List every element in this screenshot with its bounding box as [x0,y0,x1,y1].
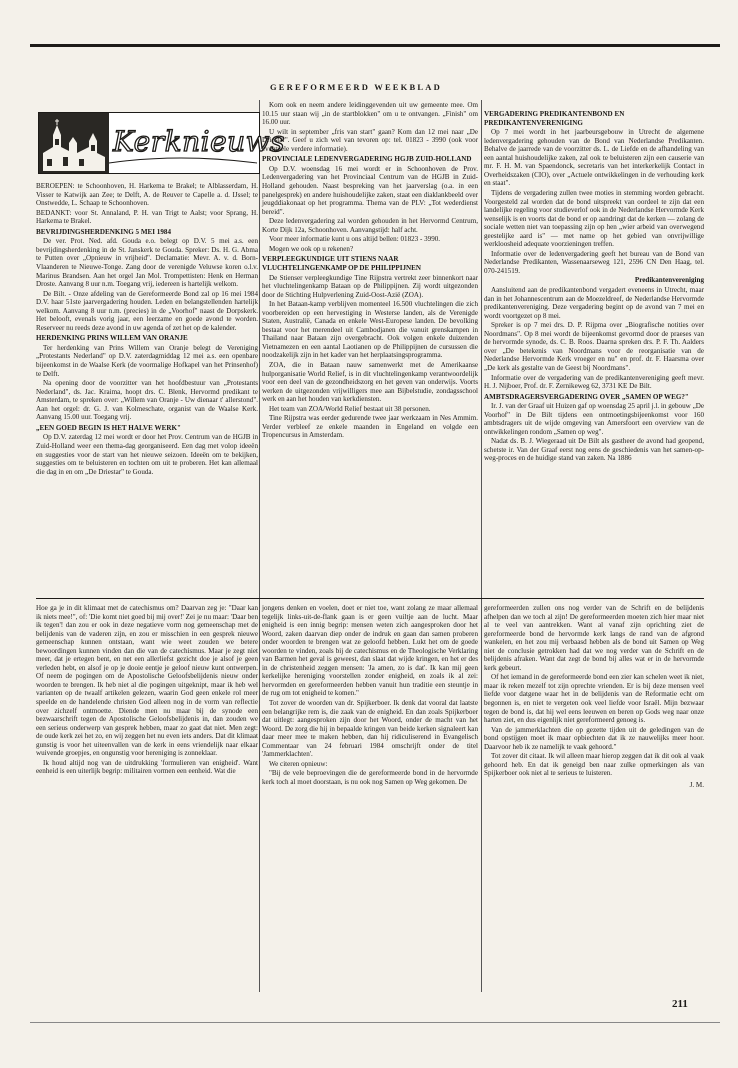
paragraph: Tine Rijpstra was eerder gedurende twee jaar werkzaam in Nes Ammim. Verder verbleef ze enkele maanden in Engeland en volgde een Tropencursus in Amsterdam. [262,414,478,440]
paragraph: Aansluitend aan de predikantenbond vergadert eveneens in Utrecht, maar dan in het Johannescentrum aan de Moezeldreef, de Nederlandse Hervormde predikantenvereniging. Deze vergadering begint op de avond van 7 mei en wordt voortgezet op 8 mei. [484,286,704,320]
bottom-column-1 [36,604,258,777]
paragraph: Kom ook en neem andere leidinggevenden uit uw gemeente mee. Om 10.15 uur staan wij „in de startblokken" om u te ontvangen. „Finish" om 16.00 uur. [262,101,478,127]
paragraph: De Stienser verpleegkundige Tine Rijpstra vertrekt zeer binnenkort naar het vluchtelingenkamp Bataan op de Philippijnen. Zij wordt uitgezonden door de Stichting Hulpverlening Zuid-Oost-Azië (ZOA). [262,273,478,299]
column-1 [36,182,258,477]
article-heading: PROVINCIALE LEDENVERGADERING HGJB ZUID-HOLLAND [262,155,472,164]
paragraph: Van de jammerklachten die op gezette tijden uit de geledingen van de bond opstijgen moet ik maar opbiechten dat ik ze nauwelijks meer hoor. Daarvoor heb ik ze namelijk te vaak gehoord." [484,725,704,751]
paragraph: Het team van ZOA/World Relief bestaat uit 38 personen. [269,404,431,413]
paragraph: jongens denken en voelen, doet er niet toe, want zolang ze maar allemaal tegelijk links-uit-de-flank gaan is er geen vuiltje aan de lucht. Maar enigheid is een innig begrip: mensen weten zich aangesproken door het Woord, zaken daarvan diep onder de indruk en gaan dan samen proberen onder woorden te brengen wat ze geloofd hebben. Lukt het om de goede woorden te vinden, zoals bij de catechismus en de Theologische Verklaring van Barmen het geval is geweest, dan slaat dat wijde kringen, en het er des in de christenheid zeggen mensen: 'Ja amen, zo is dat'. Ik kan mij geen kerkelijke hereniging voorstellen zonder enigheid, en zoals ik al zei: hervormden en gereformeerden hebben vanuit hun traditie een steuntje in de rug om tot enigheid te komen." [262,604,478,698]
paragraph: gereformeerden zullen ons nog verder van de Schrift en de belijdenis afhelpen dan we toch al zijn! De gereformeerden moeten zich hier maar niet al te veel van aantrekken. Want al vanaf zijn oprichting ziet de gereformeerde bond de hervormde kerk langs de rand van de afgrond wankelen, en het zou mij verbaasd hebben als de bond uit Samen op Weg niet de conclusie getrokken had dat we nog verder van de Schrift en de belijdenis afraken. Want dat zegt de bond bij alles wat er in de hervormde kerk gebeurt. [484,604,704,672]
paragraph: Deze ledenvergadering zal worden gehouden in het Hervormd Centrum, Korte Dijk 12a, Schoonhoven. Aanvangstijd: half acht. [262,217,478,234]
paragraph: Hoe ga je in dit klimaat met de catechismus om? Daarvan zeg je: "Daar kan ik niets mee!", of: 'Die komt niet goed bij mij over!' Zei je nu maar: 'Daar ben ik tegen'! dan zou er ook in deze negatieve vorm nog gemeenschap met de belijdenis van de vaderen zijn, en zou er misschien in een gesprek nieuwe gemeenschap kunnen ontstaan, want wie weet zouden we betere bewoordingen kunnen vinden dan die van de catechismus. Maar je zegt niet meer, dat je ertegen bent, en net een allerliefst gezicht doe je alsof je geen verleden hebt, en alsof je op je dooie eentje je geloof nieuw kunt ontwerpen. Of neem de pogingen om de Apostolische Geloofsbelijdenis nieuw onder woorden te brengen. Ik heb niet al die pogingen uitgeknipt, maar ik heb wel varianten op de twaalf artikelen gelezen, waarin God geen enkele rol meer speelde en de handelende christen God alleen nog in de vorm van reflectie over zichzelf ontmoette. Diende men nu maar bij de synode een bezwaarschrift tegen de Apostolische Geloofsbelijdenis in, dan zouden we een serieus onderwerp van gesprek hebben, maar zo gaat dat niet. Men zegt: de oude kerk zei het zo, en wij zeggen het nu even iets anders. Dat dit klimaat gunstig is voor het uiteenvallen van de kerk in eens vriendelijk naar elkaar wuivende groepjes, en ongunstig voor hereniging is zonneklaar. [36,604,258,758]
paragraph: Tot zover dit citaat. Ik wil alleen maar hierop zeggen dat ik dit ook al vaak gehoord heb. En dat ik geneigd ben naar zulke opmerkingen als van Spijkerboer ook niet al te serieus te luisteren. [484,752,704,778]
beroepen-text: BEROEPEN: te Schoonhoven, H. Harkema te Brakel; te Alblasserdam, H. Visser te Katwijk aan Zee; te Delft, A. de Reuver te Capelle a. d. IJssel; te Onstwedde, L. Schaap te Schoonhoven. [36,182,258,208]
bedankt-text: BEDANKT: voor St. Annaland, P. H. van Trigt te Aalst; voor Sprang, H. Harkema te Brakel. [36,208,258,226]
paragraph: "Bij de vele beproevingen die de gereformeerde bond in de hervormde kerk toch al moet doorstaan, is nu ook nog Samen op Weg gekomen. De [262,769,478,786]
column-divider [259,100,260,992]
paragraph: Na opening door de voorzitter van het hoofdbestuur van „Protestants Nederland", ds. Jac. Kraima, hoopt drs. C. Blenk, Hervormd predikant te Amsterdam, te spreken over: „Willem van Oranje - Uw dienaar t' allerstond". Aan het orgel: dr. G. J. van Kolmeschate, organist van de Waalse Kerk. Aanvang 15.00 uur. Toegang vrij. [36,379,258,422]
article-heading: VERPLEEGKUNDIGE UIT STIENS NAAR VLUCHTELINGENKAMP OP DE PHILIPPIJNEN [262,255,422,272]
column-divider [481,100,482,992]
paragraph: Voor meer informatie kunt u ons altijd bellen: 01823 - 3990. [269,235,441,244]
logo-text: Kerknieuws [113,125,286,158]
paragraph: Tijdens de vergadering zullen twee moties in stemming worden gebracht. Voorgesteld zal worden dat de bond uitspreekt van oordeel te zijn dat een landelijke regeling voor studieverlof ook in de Nederlandse Hervormde Kerk wenselijk is en voorts dat de bond er op aandringt dat de kerken — zolang de sociale wetten niet van toepassing zijn op hen „wier arbeid van overwegend geestelijke aard is" — met name op het gebied van onvrijwillige werkloosheid adequate voorzieningen treffen. [484,189,704,249]
article-heading: „EEN GOED BEGIN IS HET HALVE WERK" [36,423,181,432]
paragraph: Of het iemand in de gereformeerde bond een zier kan schelen weet ik niet, maar ik reken mezelf tot zijn oprechte vrienden. Er is bij deze mensen veel liefde voor datgene waar het in de belijdenis van de Reformatie echt om begonnen is, en niet te vergeten ook veel liefde voor Israël. Mijn bezwaar tegen de bond is, dat hij wel eens leeuwen en beren op Gods weg naar onze harten ziet, en dus eigenlijk niet gereformeerd genoeg is. [484,673,704,725]
paragraph: Nadat ds. B. J. Wiegeraad uit De Bilt als gastheer de avond had geopend, schetste ir. Van der Graaf eerst nog eens de geschiedenis van het samen-op-weg-proces en de huidige stand van zaken. Na 1886 [484,437,704,463]
column-3 [484,108,704,464]
article-heading: BEVRIJDINGSHERDENKING 5 MEI 1984 [36,227,171,236]
top-rule [30,44,720,47]
page-number: 211 [672,998,688,1010]
bottom-column-3 [484,604,704,790]
subheading: Predikantenvereniging [634,276,704,285]
paragraph: Ir. J. van der Graaf uit Huizen gaf op woensdag 25 april j.l. in gebouw „De Voorhof" in De Bilt tijdens een ontmoetingsbijeenkomst voor 160 ambtsdragers uit de wijde omgeving van Amersfoort een overview van de ontwikkelingen rondom „Samen op weg". [484,402,704,436]
column-2 [262,101,478,441]
paragraph: Informatie over de vergadering van de predikantenvereniging geeft mevr. H. J. Nijboer, Prof. dr. F. Zernikeweg 62, 3731 KE De Bilt. [484,373,704,391]
kerknieuws-logo [38,112,286,174]
author-signature: J. M. [689,780,704,789]
paragraph: Mogen we ook op u rekenen? [269,244,354,253]
paragraph: Ter herdenking van Prins Willem van Oranje belegt de Vereniging „Protestants Nederland" op D.V. zaterdagmiddag 12 mei a.s. een openbare bijeenkomst in de Waalse Kerk (de voormalige Hofkapel van het Prinsenhof) te Delft. [36,343,258,378]
page-header: GEREFORMEERD WEEKBLAD [270,82,442,92]
paragraph: Informatie over de ledenvergadering geeft het bureau van de Bond van Nederlandse Predikanten, Wassenaarseweg 121, 2596 CN Den Haag, tel. 070-241519. [484,249,704,275]
article-heading: AMBTSDRAGERSVERGADERING OVER „SAMEN OP WEG?" [484,392,689,401]
section-divider [36,598,704,599]
paragraph: De Bilt. - Onze afdeling van de Gereformeerde Bond zal op 16 mei 1984 D.V. haar 51ste jaarvergadering houden. Leden en belangstellenden hartelijk welkom. Aanvang 8 uur n.m. (precies) in de „Voorhof" naast de Dorpskerk. Het belooft, evenals vorig jaar, een leerzame en goede avond te worden. Reserveer nu reeds deze avond in uw agenda of zet het op de kalender. [36,289,258,332]
paragraph: De ver. Prot. Ned. afd. Gouda e.o. belegt op D.V. 5 mei a.s. een bevrijdingsherdenking in de St. Janskerk te Gouda. Spreker: Ds. H. G. Abma te Putten over „Opnieuw in vrijheid". Declamatie: Mevr. A. v. d. Born-Vlaanderen te Nieuwe-Tonge. Zang door de verenigde Veluwse koren o.l.v. Marinus Brandsen. Aan het orgel Jan Mol. Trompettisten: Henk en Herman Droste. Aanvang 8 uur n.m. Toegang vrij, iedereen is hartelijk welkom. [36,237,258,289]
paragraph: Spreker is op 7 mei drs. D. P. Rijpma over „Biografische notities over Noordmans". Op 8 mei wordt de bijeenkomst gevormd door de praeses van de hervormde synode, ds. C. B. Roos. Daarna spreken drs. P. F. Th. Aalders over „De betekenis van Noordmans voor de reorganisatie van de Nederlandse Hervormde Kerk vroeger en nu" en prof. dr. F. Haarsma over „De kerk als gestalte van de Geest bij Noordmans". [484,321,704,372]
bottom-column-2 [262,604,478,787]
article-heading: VERGADERING PREDIKANTENBOND EN PREDIKANTENVERENIGING [484,110,625,127]
paragraph: Op 7 mei wordt in het jaarbeursgebouw in Utrecht de algemene ledenvergadering gehouden van de Bond van Nederlandse Predikanten. Behalve de jaarrede van de voorzitter ds. L. de Liefde en de afhandeling van een aantal huishoudelijke zaken, zal ook te beluisteren zijn een causerie van mr. F. H. M. van Spaendonck, secretaris van het interkerkelijk Contact in Overheidszaken (CIO), over „Actuele ontwikkelingen in de verhouding kerk en staat". [484,128,704,188]
paragraph: Op D.V. zaterdag 12 mei wordt er door het Prov. Centrum van de HGJB in Zuid-Holland weer een thema-dag georganiseerd. Een dag met volop ideeën en suggesties voor de start van het nieuwe seizoen. Ideeën om te bekijken, suggesties om te beluisteren en tochten om uit te proberen. Het kan allemaal die dag in en om „De Driestar" te Gouda. [36,433,258,476]
bottom-rule [30,1022,720,1023]
paragraph: U wilt in september „fris van start" gaan? Kom dan 12 mei naar „De Driestar". Geef u zich wel van tevoren op: tel. 01823 - 3990 (ook voor eventuele verdere informatie). [262,127,478,153]
paragraph: Ik houd altijd nog van de uitdrukking 'formulieren van enigheid'. Want eenheid is een uiterlijk begrip: militairen vormen een eenheid. Wat die [36,758,258,776]
paragraph: We citeren opnieuw: [269,759,328,768]
paragraph: Tot zover de woorden van dr. Spijkerboer. Ik denk dat vooral dat laatste een belangrijke rem is, die zaak van de enigheid. En dan zoals Spijkerboer dat uitlegt: aangesproken zijn door het Woord, onder de macht van het Woord. De zorg die hij in bepaalde kringen van beide kerken signaleert kan daar meer mee te maken hebben, dan hij ridiculiserend in Evangelisch Commentaar van 24 februari 1984 omschrijft onder de titel 'Jammerklachten'. [262,699,478,759]
paragraph: In het Bataan-kamp verblijven momenteel 16.500 vluchtelingen die zich voorbereiden op een hervestiging in Westerse landen, als de Verenigde Staten, Australië, Canada en enkele West-Europese landen. De bevolking bestaat voor het merendeel uit Cambodjanen die vanuit grenskampen in Thailand naar Bataan zijn overgebracht. Ook volgen enkele duizenden Vietnamezen en een aantal Laotianen op de Philippijnen de cursussen die noodzakelijk zijn in het kader van het herplaatsingsprogramma. [262,300,478,360]
article-heading: HERDENKING PRINS WILLEM VAN ORANJE [36,334,188,343]
paragraph: ZOA, die in Bataan nauw samenwerkt met de Amerikaanse hulporganisatie World Relief, is in dit vluchtelingenkamp verantwoordelijk voor een deel van de gezondheidszorg en het geven van onderwijs. Voorts werken de uitgezonden vrijwilligers mee aan Bijbelstudie, zondagsschool werk en aan het houden van kerkdiensten. [262,361,478,404]
paragraph: Op D.V. woensdag 16 mei wordt er in Schoonhoven de Prov. Ledenvergadering van het Provinciaal Centrum van de HGJB in Zuid-Holland gehouden. Naast bespreking van het jaarverslag (o.a. in een panelgesprek) en andere huishoudelijke zaken, staat een diaklankbeeld over jeugddiakonaat op het programma. Thema van de PLV: „Tot wederdienst bereid". [262,164,478,216]
